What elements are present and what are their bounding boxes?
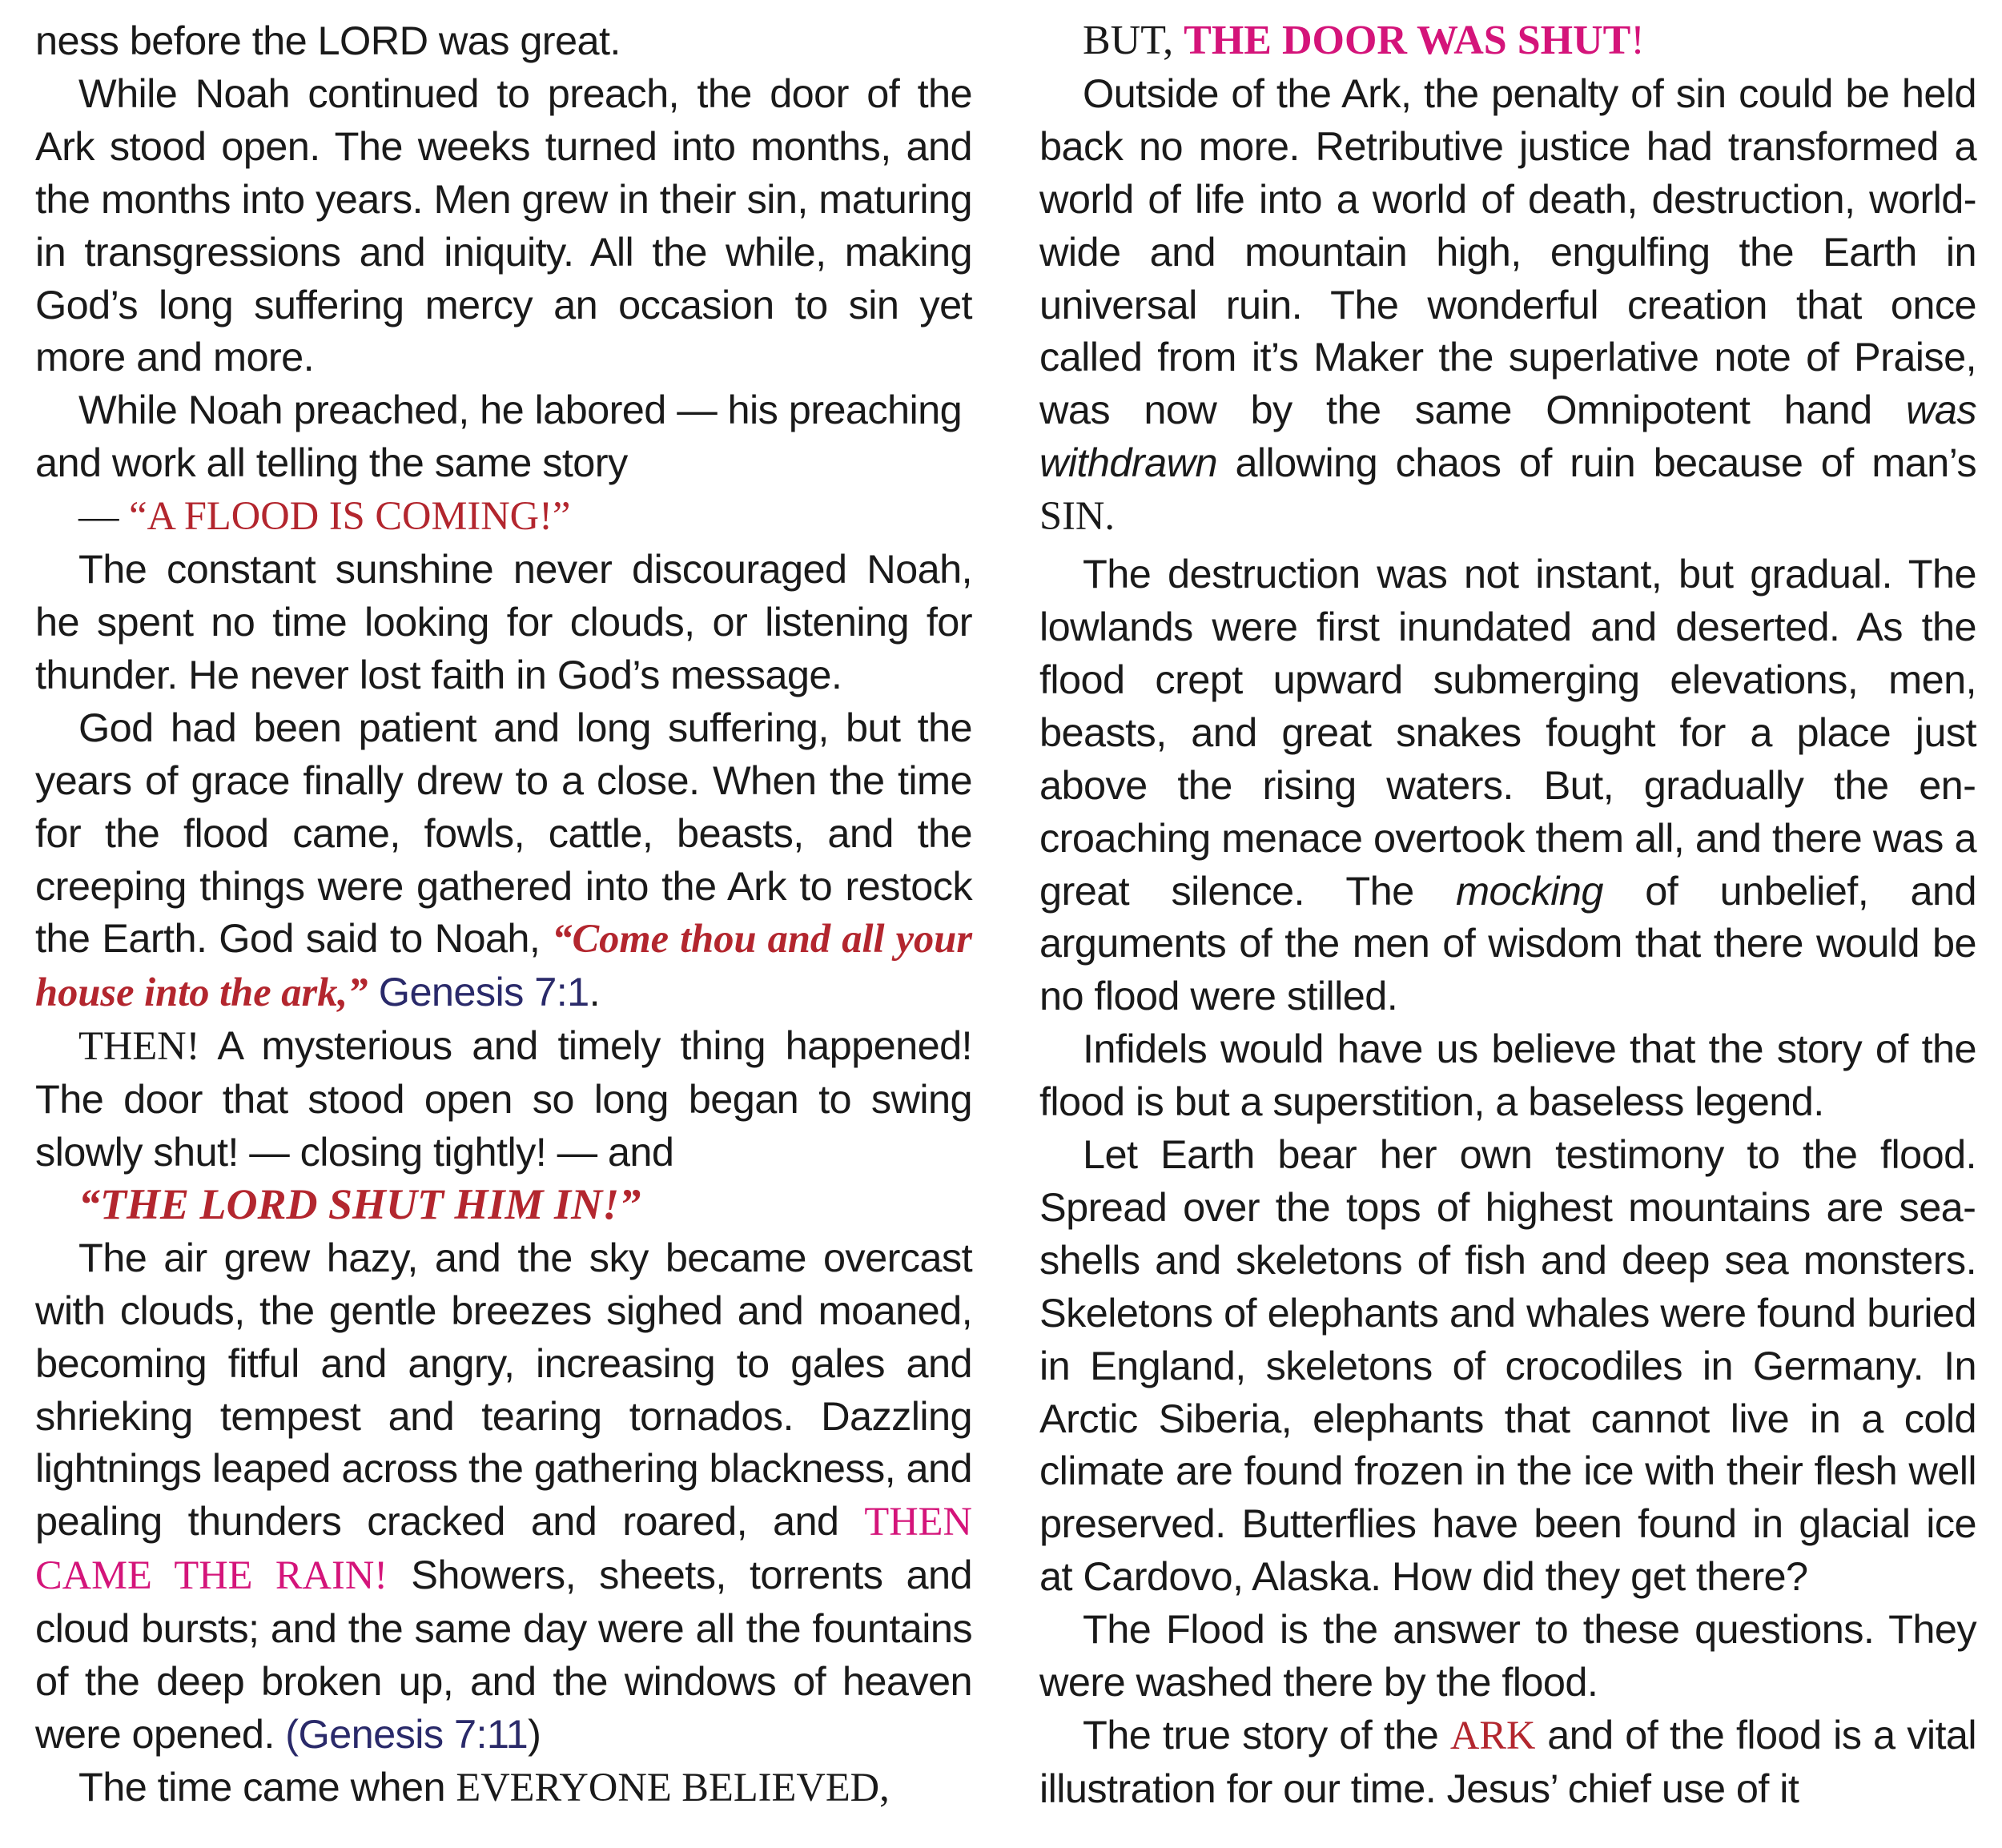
paragraph-god-patient <box>35 701 972 1019</box>
sin-word: SIN. <box>1039 493 1115 539</box>
paragraph-air-hazy <box>35 1231 972 1761</box>
paragraph-everyone-believed <box>35 1761 972 1814</box>
door-shut-phrase: THE DOOR WAS SHUT <box>1184 18 1631 63</box>
scripture-reference: (Genesis 7:11 <box>285 1711 529 1757</box>
paragraph-text: Infidels would have us believe that the story of the flood is but a superstition, a baseless legend. <box>1039 1026 1976 1125</box>
scripture-quote: “Come thou and all your house into the ark,” <box>35 916 972 1015</box>
paragraph-text: and of the flood is a vital illustration for our time. Jesus’ chief use of it <box>1039 1712 1977 1811</box>
ark-word: ARK <box>1449 1713 1536 1758</box>
italic-phrase: was withdrawn <box>1039 387 1976 486</box>
punctuation: ! <box>1630 18 1645 63</box>
punctuation: ) <box>528 1711 541 1757</box>
paragraph-text: God had been patient and long suffering, but the years of grace finally drew to a close. When the time for the flood came, fowls, cattle, beasts, and the creeping things were gathered into the Ark to restock the Earth. God said to Noah, <box>35 704 972 962</box>
italic-word: mocking <box>1456 867 1603 914</box>
paragraph-then <box>35 1019 972 1179</box>
paragraph-text: Let Earth bear her own testimony to the flood. Spread over the tops of highest mountains are seashells and skeletons of fish and deep sea monsters. Skeletons of elephants and whales were found buried in England, skeletons of crocodiles in Germany. In Arctic Siberia, elephants that cannot live in a cold climate are found frozen in the ice with their flesh well preserved. Butterflies have been found in glacial ice at Cardovo, Alaska. How did they get there? <box>1039 1131 1976 1600</box>
paragraph-noah-preach <box>35 67 972 384</box>
rain-phrase: THEN CAME THE RAIN! <box>35 1499 972 1598</box>
paragraph-text: The constant sunshine never discouraged Noah, he spent no time looking for clouds, or listening for thunder. He never lost faith in God’s message. <box>35 546 972 697</box>
paragraph-continuation <box>35 14 972 67</box>
paragraph-sunshine <box>35 543 972 701</box>
paragraph-text: Showers, sheets, torrents and cloud bursts; and the same day were all the fountains of the deep broken up, and the windows of heaven were opened. <box>35 1552 972 1757</box>
paragraph-text: of unbelief, and arguments of the men of wisdom that there would be no flood were stilled. <box>1039 867 1976 1019</box>
scripture-reference: Genesis 7:1 <box>368 969 589 1015</box>
paragraph-true-story <box>1039 1709 1976 1815</box>
paragraph-noah-labored <box>35 384 972 489</box>
punctuation: . <box>589 969 601 1015</box>
paragraph-text: A mysterious and timely thing happened! The door that stood open so long began to swing slowly shut! — closing tightly! — and <box>35 1022 972 1175</box>
flood-coming-line <box>35 489 972 543</box>
left-column <box>35 14 972 1814</box>
paragraph-text: The time came when <box>78 1763 456 1810</box>
paragraph-text: The destruction was not instant, but gradual. The lowlands were first inundated and deserted. As the flood crept upward submerging elevations, men, beasts, and great snakes fought for a place just above the rising waters. But, gradually the encroaching menace overtook them all, and there was a great silence. The <box>1039 551 1976 914</box>
paragraph-text: ness before the LORD was great. <box>35 18 621 63</box>
everyone-believed-caps: EVERYONE BELIEVED, <box>456 1764 890 1810</box>
paragraph-text: Outside of the Ark, the penalty of sin could be held back no more. Retributive justice had transformed a world of life into a world of death, destruction, world-wide and mountain high, engulfing the Earth in universal ruin. The wonderful creation that once called from it’s Maker the superlative note of Praise, was now by the same Omnipotent hand <box>1039 70 1976 433</box>
lord-shut-line <box>35 1179 972 1231</box>
paragraph-text: The air grew hazy, and the sky became overcast with clouds, the gentle breezes sighed and moaned, becoming fitful and angry, increasing to gales and shrieking tempest and tearing tornados. Dazzling lightnings leaped across the gathering blackness, and pealing thunders cracked and roared, and <box>35 1234 972 1545</box>
paragraph-text: allowing chaos of ruin because of man’s <box>1216 440 1976 486</box>
then-word: THEN! <box>78 1023 200 1069</box>
paragraph-text: While Noah continued to preach, the door of the Ark stood open. The weeks turned into months, and the months into years. Men grew in their sin, maturing in transgressions and iniquity. All the while, making God’s long suffering mercy an occasion to sin yet more and more. <box>35 70 972 380</box>
paragraph-text: The true story of the <box>1083 1712 1450 1758</box>
right-column <box>1039 14 1976 1815</box>
paragraph-earth-testimony <box>1039 1128 1976 1603</box>
but-word: BUT, <box>1083 18 1184 63</box>
paragraph-infidels <box>1039 1022 1976 1128</box>
paragraph-text: While Noah preached, he labored — his preaching and work all telling the same story <box>35 387 963 486</box>
em-dash: — <box>78 493 130 539</box>
paragraph-flood-answer <box>1039 1603 1976 1709</box>
paragraph-destruction <box>1039 548 1976 1022</box>
paragraph-text: The Flood is the answer to these questions. They were washed there by the flood. <box>1039 1606 1976 1705</box>
lord-shut-quote: “THE LORD SHUT HIM IN!” <box>78 1179 641 1228</box>
door-shut-heading <box>1039 14 1976 67</box>
paragraph-outside-ark <box>1039 67 1976 543</box>
flood-coming-quote: “A FLOOD IS COMING!” <box>129 493 571 539</box>
